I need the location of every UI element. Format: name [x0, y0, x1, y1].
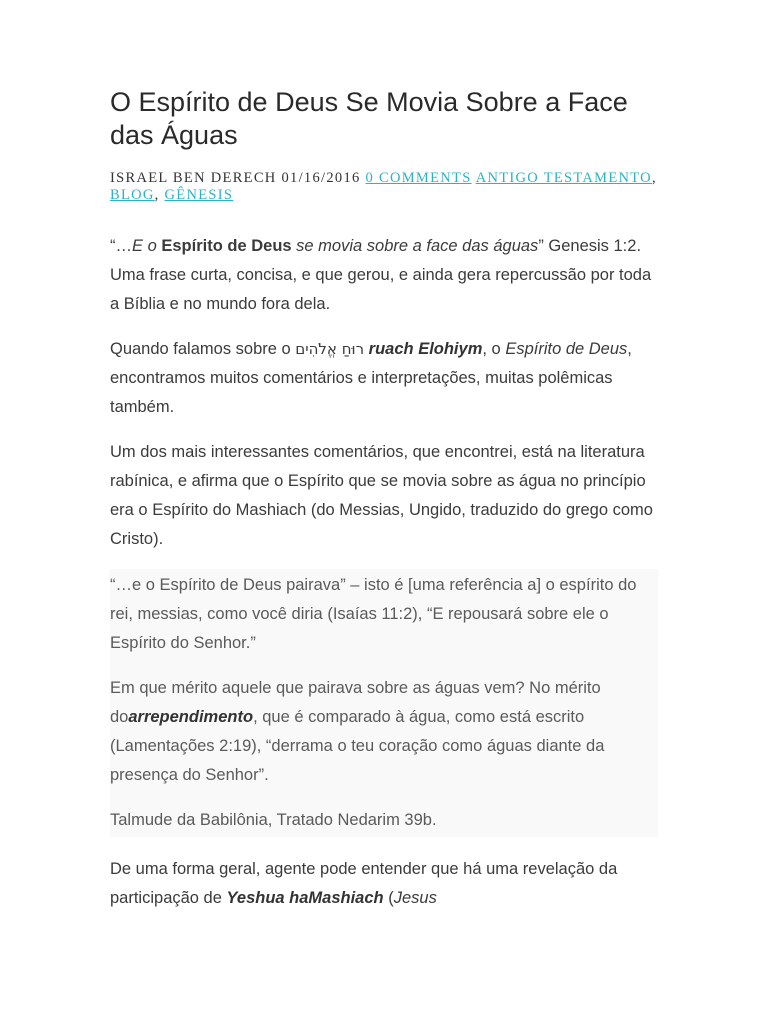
open-quote: “…	[110, 237, 132, 255]
quote-paragraph-1: “…e o Espírito de Deus pairava” – isto é [uma referência a] o espírito do rei, messias, como você diria (Isaías 11:2), “E repousará sobre ele o Espírito do Senhor.”	[110, 576, 637, 652]
quote-text: Em que mérito aquele que pairava sobre as águas vem? No mérito do	[110, 679, 601, 726]
comments-link[interactable]: 0 COMMENTS	[365, 170, 472, 186]
bold-phrase: Espírito de Deus	[161, 237, 292, 255]
paragraph-text: , encontramos muitos comentários e interpretações, muitas polêmicas também.	[110, 340, 632, 416]
category-separator: ,	[651, 170, 657, 186]
quote-text: , que é comparado à água, como está escrito (Lamentações 2:19), “derrama o teu coração como águas diante da presença do Senhor”.	[110, 708, 605, 784]
bold-phrase: ruach Elohiym	[368, 340, 483, 358]
bold-phrase: arrependimento	[128, 708, 254, 726]
paragraph-2	[110, 335, 658, 422]
hebrew-text: רוּחַ אֱלֹהִים	[295, 340, 365, 358]
paragraph-4	[110, 855, 658, 913]
emphasis: se movia sobre a face das águas	[291, 237, 539, 255]
paragraph-text: Genesis 1:2. Uma frase curta, concisa, e que gerou, e ainda gera repercussão por toda a Bíblia e no mundo fora dela.	[110, 237, 652, 313]
paragraph-1	[110, 232, 658, 319]
paragraph-text: Quando falamos sobre o	[110, 340, 296, 358]
blockquote	[110, 569, 658, 837]
paragraph-text: (	[383, 889, 394, 907]
post-meta	[110, 170, 658, 204]
quote-source: Talmude da Babilônia, Tratado Nedarim 39b.	[110, 811, 437, 829]
paragraph-text: , o	[482, 340, 506, 358]
category-link-genesis[interactable]: GÊNESIS	[164, 187, 234, 203]
quote-paragraph-2	[110, 674, 658, 790]
paragraph-3: Um dos mais interessantes comentários, que encontrei, está na literatura rabínica, e afirma que o Espírito que se movia sobre as água no princípio era o Espírito do Mashiach (do Messias, Ungido, traduzido do grego como Cristo).	[110, 443, 653, 548]
category-link-antigo-testamento[interactable]: ANTIGO TESTAMENTO	[475, 170, 652, 186]
emphasis: Jesus	[393, 889, 437, 907]
post-title: O Espírito de Deus Se Movia Sobre a Face das Águas	[110, 87, 628, 150]
paragraph-text: De uma forma geral, agente pode entender que há uma revelação da participação de	[110, 860, 618, 907]
emphasis: E o	[132, 237, 157, 255]
category-separator: ,	[154, 187, 165, 203]
author-name: ISRAEL BEN DERECH	[110, 170, 277, 186]
bold-phrase: Yeshua haMashiach	[226, 889, 384, 907]
post-date: 01/16/2016	[281, 170, 361, 186]
article	[110, 86, 658, 913]
emphasis: Espírito de Deus	[505, 340, 628, 358]
category-link-blog[interactable]: BLOG	[110, 187, 155, 203]
close-quote: ”	[538, 237, 544, 255]
